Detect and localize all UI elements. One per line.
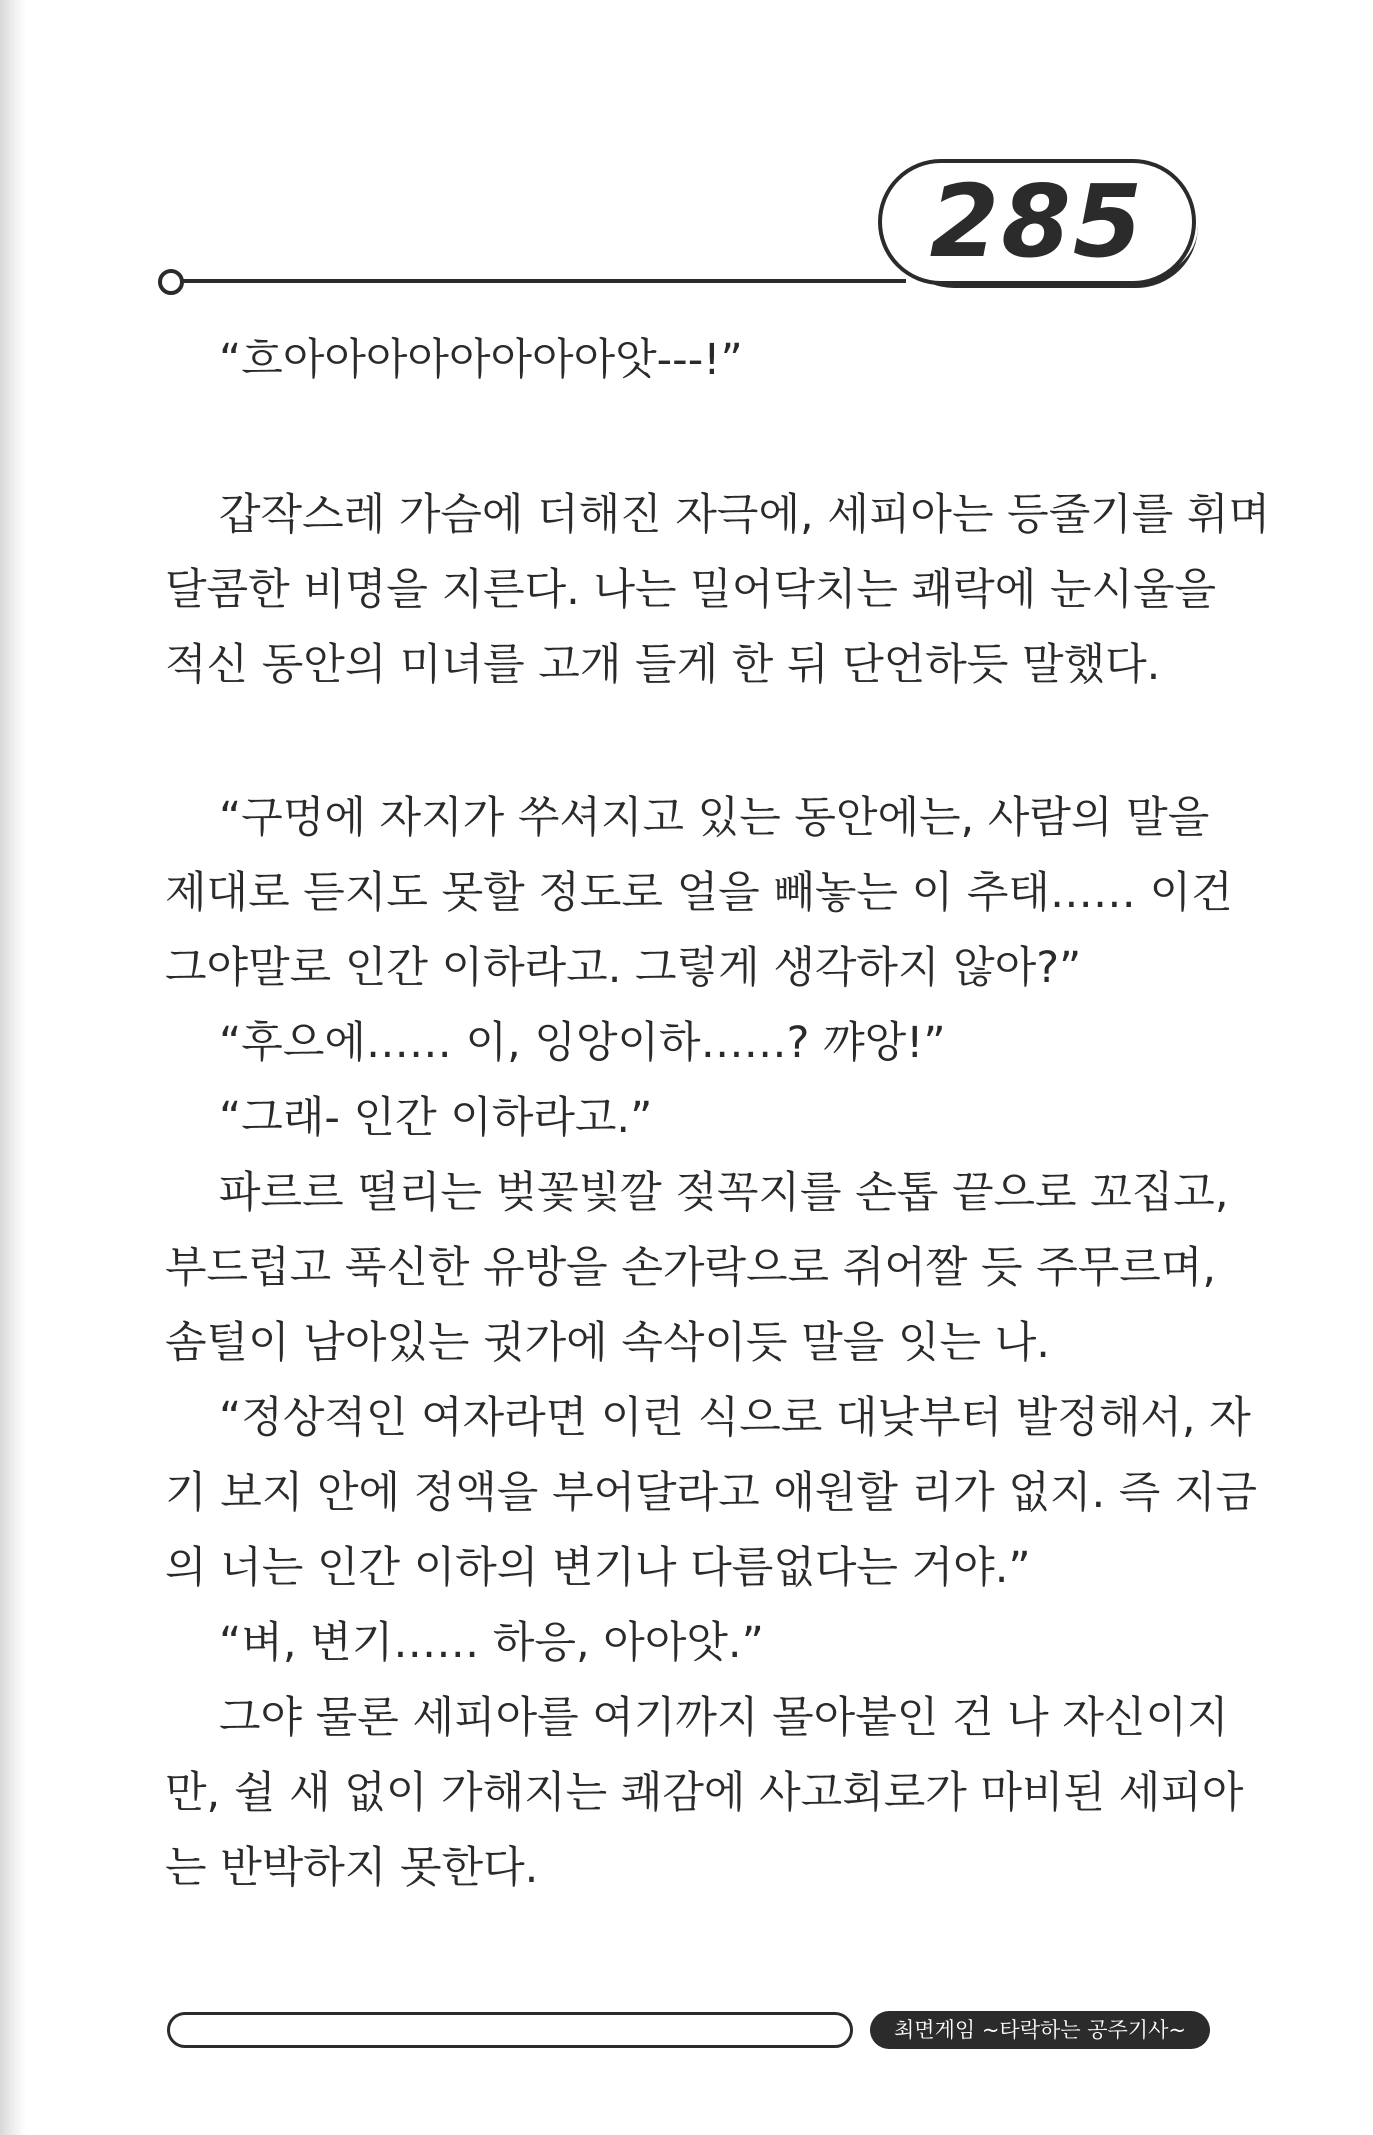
text-line: 파르르 떨리는 벚꽃빛깔 젖꼭지를 손톱 끝으로 꼬집고,	[219, 1168, 1229, 1218]
page-spine-shadow	[0, 0, 26, 2135]
text-line: 는 반박하지 못한다.	[165, 1843, 539, 1893]
text-line: “정상적인 여자라면 이런 식으로 대낮부터 발정해서, 자	[219, 1393, 1251, 1443]
page-number: 285	[929, 163, 1145, 280]
text-line: 기 보지 안에 정액을 부어달라고 애원할 리가 없지. 즉 지금	[165, 1468, 1258, 1518]
page-header	[0, 0, 1373, 300]
text-line: “구멍에 자지가 쑤셔지고 있는 동안에는, 사람의 말을	[219, 793, 1210, 843]
text-line: “흐아아아아아아아아앗---!”	[219, 335, 743, 385]
footer-book-title: 최면게임 ~타락하는 공주기사~	[870, 2011, 1210, 2049]
text-line: 의 너는 인간 이하의 변기나 다름없다는 거야.”	[165, 1543, 1031, 1593]
text-line: “그래- 인간 이하라고.”	[219, 1093, 653, 1143]
header-rule-line	[176, 279, 906, 283]
text-line: “벼, 변기…… 하응, 아아앗.”	[219, 1618, 764, 1668]
text-line: 갑작스레 가슴에 더해진 자극에, 세피아는 등줄기를 휘며	[219, 490, 1271, 540]
text-line: 그야말로 인간 이하라고. 그렇게 생각하지 않아?”	[165, 943, 1082, 993]
header-rule-circle-icon	[158, 269, 184, 295]
footer-rule-pill	[167, 2012, 853, 2048]
text-line: 만, 쉴 새 없이 가해지는 쾌감에 사고회로가 마비된 세피아	[165, 1768, 1244, 1818]
text-line: 부드럽고 푹신한 유방을 손가락으로 쥐어짤 듯 주무르며,	[165, 1243, 1217, 1293]
text-line: “후으에…… 이, 잉앙이하……? 꺄앙!”	[219, 1018, 946, 1068]
text-line: 제대로 듣지도 못할 정도로 얼을 빼놓는 이 추태…… 이건	[165, 868, 1233, 918]
text-line: 솜털이 남아있는 귓가에 속삭이듯 말을 잇는 나.	[165, 1318, 1050, 1368]
text-line: 적신 동안의 미녀를 고개 들게 한 뒤 단언하듯 말했다.	[165, 640, 1161, 690]
text-line: 그야 물론 세피아를 여기까지 몰아붙인 건 나 자신이지	[219, 1693, 1229, 1743]
text-line: 달콤한 비명을 지른다. 나는 밀어닥치는 쾌락에 눈시울을	[165, 565, 1217, 615]
